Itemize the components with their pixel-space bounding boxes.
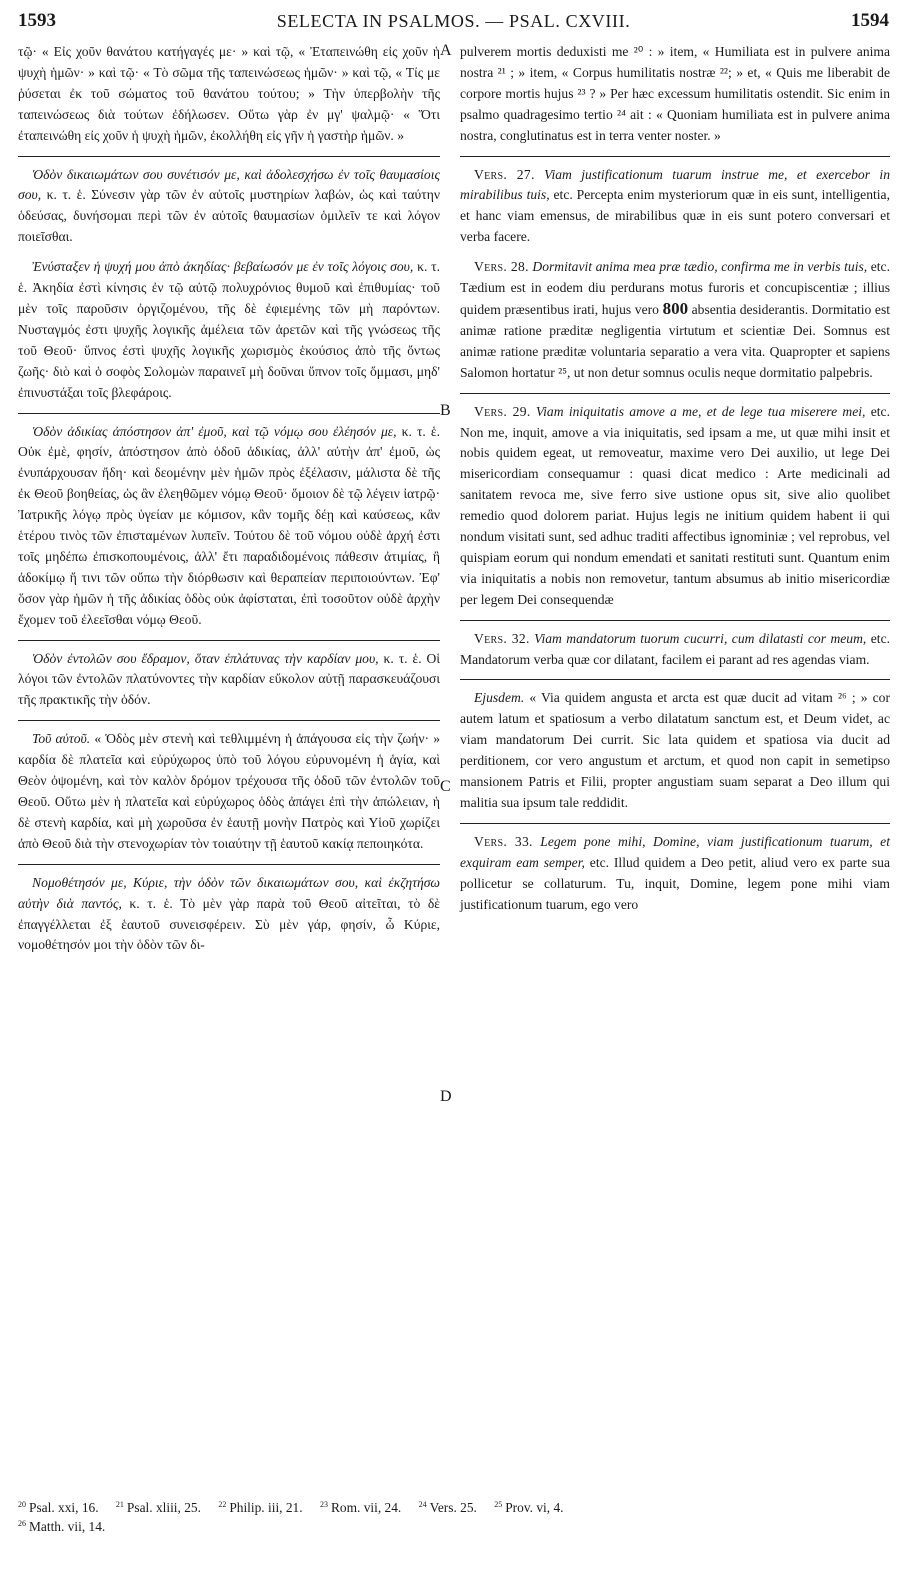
lemma-text: Ὁδὸν ἀδικίας ἀπόστησον ἀπ' ἐμοῦ, καὶ τῷ νόμῳ σου ἐλέησόν με, [32,423,397,439]
right-page-number: 1594 [851,10,889,31]
footnote [494,1500,563,1515]
footnote-number: 21 [115,1499,124,1509]
paragraph-text: « Ὁδὸς μὲν στενὴ καὶ τεθλιμμένη ἡ ἀπάγουσα εἰς τὴν ζωήν· » καρδία δὲ πλατεῖα καὶ εὐρύχωρος ὑπὸ τοῦ λόγου εὐρυνομένη ἡ ἁγία, καὶ Θεὸν ὀψομένη, καὶ τὸν καλὸν δρόμον τρέχουσα τῆς ὁδοῦ τῶν ἐντολῶν τοῦ Θεοῦ. Οὕτω μὲν ἡ πλατεῖα καὶ εὐρύχωρος ὁδὸς ἀπάγει ἐπὶ τὴν ἀπώλειαν, ἡ δὲ στενὴ καρδία, καὶ μὴ χωροῦσα ἐν ἑαυτῇ μονὴν Πατρὸς καὶ Υἱοῦ χωρίζει ἀπὸ Θεοῦ διὰ τὴν στενοχωρίαν τὸν τοιαύτην τῇ ἑαυτοῦ κακίᾳ πεποιηκότα. [18,731,441,851]
paragraph-text: etc. Percepta enim mysteriorum quæ in eis sunt, intelligentia, et hanc viam emensus, de mirabilibus quæ in eis sunt potero conversari et verba facere. [460,187,890,245]
running-title: SELECTA IN PSALMOS. — PSAL. CXVIII. [276,10,631,31]
divider [460,679,890,680]
paragraph-text: κ. τ. ἑ. Τὸ μὲν γὰρ παρὰ τοῦ Θεοῦ αἰτεῖται, τὸ δὲ ἐπαγγέλλεται ἐξ ἑαυτοῦ συνεισφέρειν. Σὺ μὲν γάρ, φησίν, ὦ Κύριε, νομοθέτησόν μοι τὴν ὁδὸν τῶν δι- [18,895,441,953]
margin-letter-b: B [440,402,451,419]
latin-paragraph [460,402,890,611]
greek-column [18,42,440,965]
footnote [18,1519,105,1534]
verse-label: Vers. 29. [474,403,531,419]
verse-label: Vers. 33. [474,833,533,849]
verse-label: Vers. 27. [474,166,535,182]
greek-paragraph [18,42,440,147]
footnote-text: Psal. xliii, 25. [126,1500,201,1515]
footnote-text: Vers. 25. [429,1500,477,1515]
latin-paragraph [460,165,890,249]
footnote-text: Prov. vi, 4. [505,1500,564,1515]
paragraph-text: « Via quidem angusta et arcta est quæ ducit ad vitam ²⁶ ; » cor autem latum et spatiosum a verbo dilatatum sanctum est, et Deum videt, ac viam mandatorum Dei currit. Sic lata quidem et spatiosa via ducit ad perditionem, cor vero angustum et arctum, et quod non capit in semetipso mansionem Patris et Filii, propter angustiam suam separat a Deo illum qui malitia sua ipsum tale reddidit. [460,690,890,810]
latin-paragraph [460,629,890,671]
footnote-number: 25 [494,1499,503,1509]
latin-paragraph [460,42,890,147]
footnote-number: 24 [418,1499,427,1509]
greek-paragraph [18,729,440,854]
lemma-text: Τοῦ αὐτοῦ. [32,731,91,747]
latin-paragraph [460,832,890,916]
lemma-text: Viam mandatorum tuorum cucurri, cum dilatasti cor meum, [534,630,867,646]
footnote-number: 20 [18,1499,26,1509]
footnote [116,1500,201,1515]
latin-paragraph [460,688,890,813]
footnote-text: Psal. xxi, 16. [29,1500,99,1515]
lemma-text: Νομοθέτησόν με, Κύριε, τὴν ὁδὸν τῶν δικαιωμάτων σου, καὶ ἐκζητήσω αὐτὴν διὰ παντός, [18,874,440,911]
paragraph-text: absentia desiderantis. Dormitatio est animæ ratione præditæ negligentia virtutum et scientiæ Dei. Somnus est animæ ratione præditæ voluntaria separatio a vera vita. Quapropter et sapiens Salomon hortatur ²⁵, ut non detur somnus oculis neque dormitatio palpebris. [460,301,891,380]
footnote-number: 26 [18,1518,26,1528]
latin-column [460,42,890,925]
paragraph-text: κ. τ. ἑ. Σύνεσιν γὰρ τῶν ἐν αὐτοῖς μυστηρίων λαβών, ὡς καὶ ταύτην ὁδεύσας, δυνήσομαι περὶ τῶν ἐν αὐτοῖς θαυμασίων ὁμιλεῖν τε καὶ λόγον ποιεῖσθαι. [18,187,440,245]
lemma-text: Ἐνύσταξεν ἡ ψυχή μου ἀπὸ ἀκηδίας· βεβαίωσόν με ἐν τοῖς λόγοις σου, [32,259,414,275]
footnote [320,1500,401,1515]
footnote-number: 23 [319,1499,328,1509]
divider [460,620,890,621]
paragraph-text: κ. τ. ἑ. Ἀκηδία ἐστὶ κίνησις ἐν τῷ αὐτῷ πολυχρόνιος θυμοῦ καὶ ἐπιθυμίας· τοῦ μὲν τοῖς παροῦσιν ὀργιζομένου, τῆς δὲ ἐφιεμένης τῶν μὴ παρόντων. Νυσταγμός ἐστι ψυχῆς λογικῆς ἀμέλεια τῶν ἀρετῶν καὶ τῆς γνώσεως τῆς τοῦ Θεοῦ· ὕπνος ἐστὶ ψυχῆς λογικῆς χωρισμὸς ἑκούσιος ἀπὸ τῆς ὄντως ζωῆς· διὸ καὶ ὁ σοφὸς Σολομὼν παραινεῖ μὴ δοῦναι ὕπνον τοῖς ὄμμασι, μηδ' ἐπινυστάξαι τοῖς βλεφάροις. [18,259,440,400]
paragraph-text: κ. τ. ἑ. Οἱ λόγοι τῶν ἐντολῶν πλατύνοντες τὴν καρδίαν εὔκολον αὐτῇ παρασκευάζουσι τῆς πρακτικῆς τὴν ὁδόν. [18,650,440,708]
footnote-text: Matth. vii, 14. [29,1519,106,1534]
margin-letter-c: C [440,778,451,795]
footnote [218,1500,302,1515]
paragraph-text: κ. τ. ἑ. Οὐκ ἐμὲ, φησίν, ἀπόστησον ἀπὸ ὁδοῦ ἀδικίας, ἀλλ' αὐτὴν ἀπ' ἐμοῦ, ὡς ἐνυπάρχουσαν ἤδη· καὶ δεομένην μὲν ἡμῶν πρὸς ἐξέλασιν, μάλιστα δὲ τῆς ἐκ Θεοῦ βοηθείας, ὡς ἂν ἐλεηθῶμεν νόμῳ Θεοῦ· ὅμοιον δὲ τῷ λέγειν ἰατρῷ· Ἰατρικῆς λόγῳ πρὸς ὑγείαν με κόμισον, κἂν τομῆς δέῃ καὶ καύσεως, κἂν ἑτέρου τινὸς τῶν ἐπισταμένων λυπεῖν. Τούτου δὲ τοῦ νόμου οὐδὲ ἀρχή ἐστι τοῖς μηδέπω ἐπισκοπουμένοις, ἀλλ' ἔτι παραδιδομένοις πάθεσιν ἀτιμίας, ἢ ἀδοκίμῳ ἤ τινι τῶν οὔπω τὴν διόρθωσιν καὶ θεραπείαν περιποιούντων. Ἐφ' ὅσον γὰρ ἡμῶν ἡ τῆς ἀδικίας ὁδὸς οὐκ ἀφίσταται, ἐπὶ τοσοῦτον οὐδὲ ἀρχὴν ἔχομεν τοῦ ἐλεεῖσθαι νόμῳ Θεοῦ. [18,423,440,627]
divider [18,640,440,641]
lemma-text: Viam justificationum tuarum instrue me, et exercebor in mirabilibus tuis, [460,166,891,203]
divider [18,156,440,157]
greek-paragraph [18,422,440,631]
verse-label: Vers. 28. [474,259,529,275]
greek-paragraph [18,873,440,957]
divider [460,393,890,394]
margin-letter-d: D [440,1088,452,1105]
paragraph-text: etc. Mandatorum verba quæ cor dilatant, facilem ei parant ad res agendas viam. [460,630,890,667]
footnote-number: 22 [218,1499,227,1509]
migne-column-number: 800 [662,298,689,318]
footnote-text: Rom. vii, 24. [330,1500,402,1515]
lemma-text: Viam iniquitatis amove a me, et de lege tua miserere mei, [535,403,866,419]
paragraph-text: pulverem mortis deduxisti me ²⁰ : » item, « Humiliata est in pulvere anima nostra ²¹ ; » item, « Corpus humilitatis nostræ ²²; » et, « Quis me liberabit de corpore mortis hujus ²³ ? » Per hæc excessum humilitatis ostendit. Sic enim in psalmo quadragesimo tertio ²⁴ ait : « Quoniam humiliata est in pulvere anima nostra, conglutinatus est in terra venter noster. » [460,44,890,143]
paragraph-text: τῷ· « Εἰς χοῦν θανάτου κατήγαγές με· » καὶ τῷ, « Ἐταπεινώθη εἰς χοῦν ἡ ψυχὴ ἡμῶν· » καὶ τῷ· « Τὸ σῶμα τῆς ταπεινώσεως ἡμῶν· » καὶ τῷ, « Τίς με ῥύσεται ἐκ τοῦ σώματος τοῦ θανάτου τούτου; » Τὴν ὑπερβολὴν τῆς ταπεινώσεως διὰ τούτων ἐδήλωσεν. Οὕτω γὰρ ἐν μγ' ψαλμῷ· « Ὅτι ἐταπεινώθη εἰς χοῦν ἡ ψυχὴ ἡμῶν, ἐκολλήθη εἰς γῆν ἡ γαστὴρ ἡμῶν. » [18,44,440,143]
divider [18,720,440,721]
greek-paragraph [18,649,440,712]
divider [460,823,890,824]
paragraph-text: etc. Non me, inquit, amove a via iniquitatis, sed ipsam a me, ut quæ mihi insit et nobis quidem egeat, ut removeatur, maxime vero Dei auxilio, ut lege Dei misericordiam consequamur : quasi dicat medico : Arte medicinali ad sanitatem revoca me, sive ferro sive ustione opus sit, sive alio quolibet remedio quod dolorem pariat. Hujus legis ne initium quidem habent ii qui nondum visitati sunt, sed adhuc traditi affectibus ignominiæ ; vel reprobus, vel quispiam eorum qui nondum emendati et sanitati restituti sunt. Quantum enim via iniquitatis a nobis non removetur, tantum absumus ab initio misericordiæ per legem Dei consequendæ [460,403,890,607]
paragraph-text: etc. Tædium est in eodem diu perdurans motus furoris et concupiscentiæ ; illius quidem præsentibus irati, hujus vero [460,259,890,317]
greek-paragraph [18,165,440,249]
left-page-number: 1593 [18,10,56,31]
margin-letter-a: A [440,42,452,59]
divider [460,156,890,157]
paragraph-text: etc. Illud quidem a Deo petit, aliud vero ex parte sua pollicetur se collaturum. Tu, inquit, Domine, legem pone mihi viam justificationum tuarum, ego vero [460,854,890,912]
footnote [18,1500,99,1515]
footnotes [18,1498,889,1536]
greek-paragraph [18,257,440,403]
lemma-text: Ejusdem. [474,690,525,706]
footnote-text: Philip. iii, 21. [229,1500,303,1515]
divider [18,864,440,865]
divider [18,413,440,414]
lemma-text: Ὁδὸν ἐντολῶν σου ἔδραμον, ὅταν ἐπλάτυνας τὴν καρδίαν μου, [32,650,379,666]
verse-label: Vers. 32. [474,630,530,646]
footnote [419,1500,477,1515]
page-header [18,6,889,36]
lemma-text: Legem pone mihi, Domine, viam justificationum tuarum, et exquiram eam semper, [460,833,890,870]
latin-paragraph [460,257,890,383]
lemma-text: Ὁδὸν δικαιωμάτων σου συνέτισόν με, καὶ ἀδολεσχήσω ἐν τοῖς θαυμασίοις σου, [18,166,440,203]
lemma-text: Dormitavit anima mea præ tædio, confirma me in verbis tuis, [532,259,868,275]
